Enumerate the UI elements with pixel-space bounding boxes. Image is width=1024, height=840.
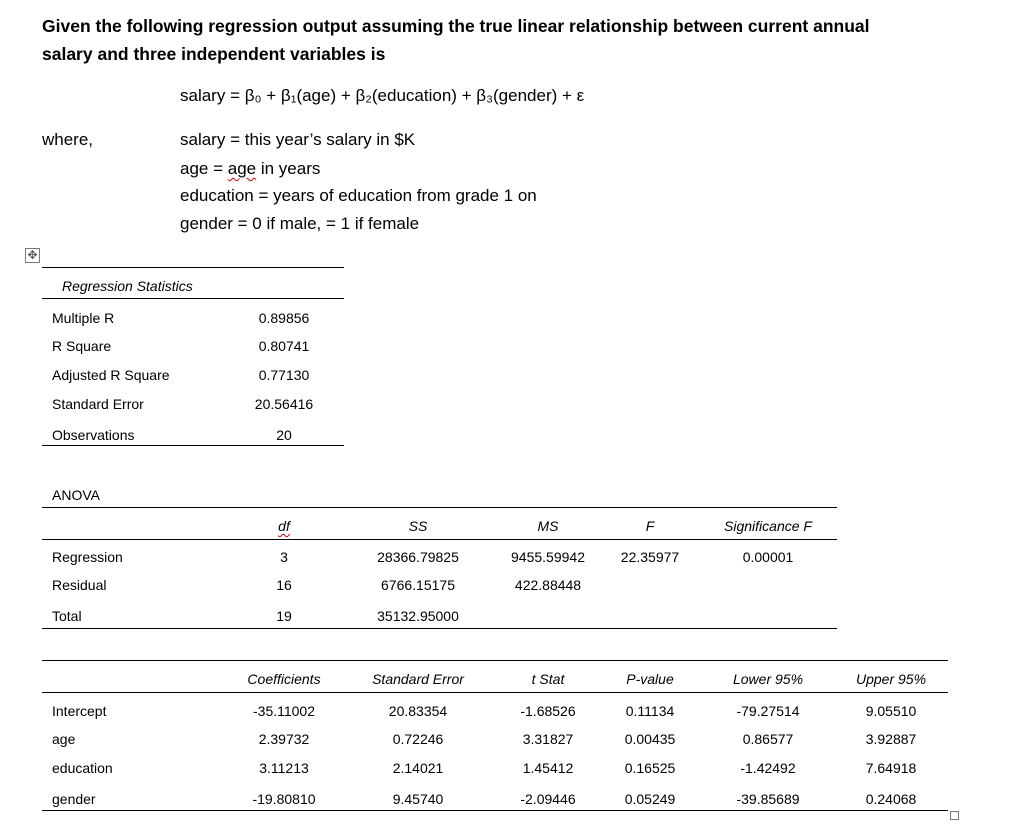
coef-cell: 0.24068 (865, 791, 917, 807)
anova-row-label: Regression (52, 549, 123, 565)
coef-cell: 2.14021 (392, 760, 444, 776)
spellcheck-word-age: age (227, 159, 257, 178)
coef-row-label: gender (52, 791, 96, 807)
coef-col-t-stat: t Stat (531, 671, 565, 687)
coef-cell: 1.45412 (522, 760, 574, 776)
table-move-handle-icon[interactable]: ✥ (25, 248, 40, 263)
regstats-value: 0.77130 (258, 367, 310, 383)
regstats-label: Observations (52, 427, 135, 443)
problem-title-line1: Given the following regression output assuming the true linear relationship between current annual (42, 16, 870, 36)
regstats-value: 20.56416 (254, 396, 314, 412)
coef-cell: 20.83354 (388, 703, 448, 719)
coef-cell: -39.85689 (736, 791, 800, 807)
anova-row-label: Residual (52, 577, 107, 593)
coef-cell: 0.00435 (624, 731, 676, 747)
definition-education: education = years of education from grade 1 on (180, 186, 537, 205)
coef-cell: -35.11002 (252, 703, 316, 719)
coef-cell: -1.68526 (520, 703, 576, 719)
coef-cell: 0.86577 (742, 731, 794, 747)
anova-cell: 3 (280, 549, 288, 565)
coef-cell: 0.16525 (624, 760, 676, 776)
coef-cell: 3.11213 (259, 760, 309, 776)
coef-cell: 7.64918 (865, 760, 917, 776)
coef-col-upper-95: Upper 95% (855, 671, 927, 687)
coef-cell: 0.11134 (625, 703, 675, 719)
anova-cell: 22.35977 (620, 549, 680, 565)
coef-cell: -1.42492 (740, 760, 796, 776)
coef-cell: 2.39732 (258, 731, 310, 747)
coef-cell: 3.92887 (865, 731, 917, 747)
coef-col-p-value: P-value (626, 671, 674, 687)
regstats-label: Multiple R (52, 310, 115, 326)
regstats-label: Adjusted R Square (52, 367, 170, 383)
anova-cell: 16 (276, 577, 292, 593)
coef-cell: 3.31827 (522, 731, 574, 747)
regstats-label: R Square (52, 338, 112, 354)
definition-salary: salary = this year’s salary in $K (180, 130, 416, 149)
regstats-value: 0.80741 (258, 338, 310, 354)
anova-cell: 28366.79825 (377, 549, 459, 565)
coef-col-coefficients: Coefficients (247, 671, 321, 687)
anova-col-f: F (645, 518, 655, 534)
table-resize-handle-icon[interactable] (950, 811, 959, 820)
where-label: where, (42, 130, 94, 149)
anova-bottom-rule (42, 628, 837, 629)
coef-cell: -79.27514 (736, 703, 800, 719)
regstats-header-rule (42, 298, 344, 299)
regstats-heading: Regression Statistics (62, 278, 193, 294)
anova-row-label: Total (52, 608, 82, 624)
anova-top-rule (42, 507, 837, 508)
problem-title-line2: salary and three independent variables is (42, 44, 386, 64)
coef-row-label: age (52, 731, 76, 747)
coef-cell: -2.09446 (520, 791, 576, 807)
coef-cell: 9.45740 (392, 791, 444, 807)
regstats-bottom-rule (42, 445, 344, 446)
coef-row-label: Intercept (52, 703, 107, 719)
definition-age-pre: age = (180, 159, 228, 178)
anova-header-rule (42, 539, 837, 540)
regstats-top-rule (42, 267, 344, 268)
regstats-value: 20 (276, 427, 292, 443)
definition-age (180, 159, 320, 179)
anova-cell: 9455.59942 (511, 549, 585, 565)
problem-title (42, 12, 869, 68)
regression-equation: salary = β₀ + β₁(age) + β₂(education) + β₃(gender) + ε (180, 86, 585, 105)
anova-cell: 422.88448 (514, 577, 582, 593)
coef-top-rule (42, 660, 948, 661)
coef-bottom-rule (42, 810, 948, 811)
anova-col-significance-f: Significance F (724, 518, 812, 534)
anova-col-ms: MS (537, 518, 559, 534)
coef-col-lower-95: Lower 95% (732, 671, 804, 687)
coef-cell: 0.72246 (392, 731, 444, 747)
anova-cell: 35132.95000 (377, 608, 459, 624)
anova-cell: 0.00001 (742, 549, 794, 565)
anova-col-ss: SS (408, 518, 428, 534)
anova-cell: 19 (276, 608, 292, 624)
coef-cell: -19.80810 (252, 791, 316, 807)
regstats-value: 0.89856 (258, 310, 310, 326)
definition-gender: gender = 0 if male, = 1 if female (180, 214, 420, 233)
coef-row-label: education (52, 760, 113, 776)
definition-age-post: in years (256, 159, 321, 178)
coef-header-rule (42, 692, 948, 693)
anova-heading: ANOVA (52, 487, 100, 503)
anova-cell: 6766.15175 (381, 577, 455, 593)
regstats-label: Standard Error (52, 396, 144, 412)
coef-col-standard-error: Standard Error (372, 671, 464, 687)
anova-col-df: df (278, 518, 290, 534)
coef-cell: 0.05249 (624, 791, 676, 807)
coef-cell: 9.05510 (865, 703, 917, 719)
